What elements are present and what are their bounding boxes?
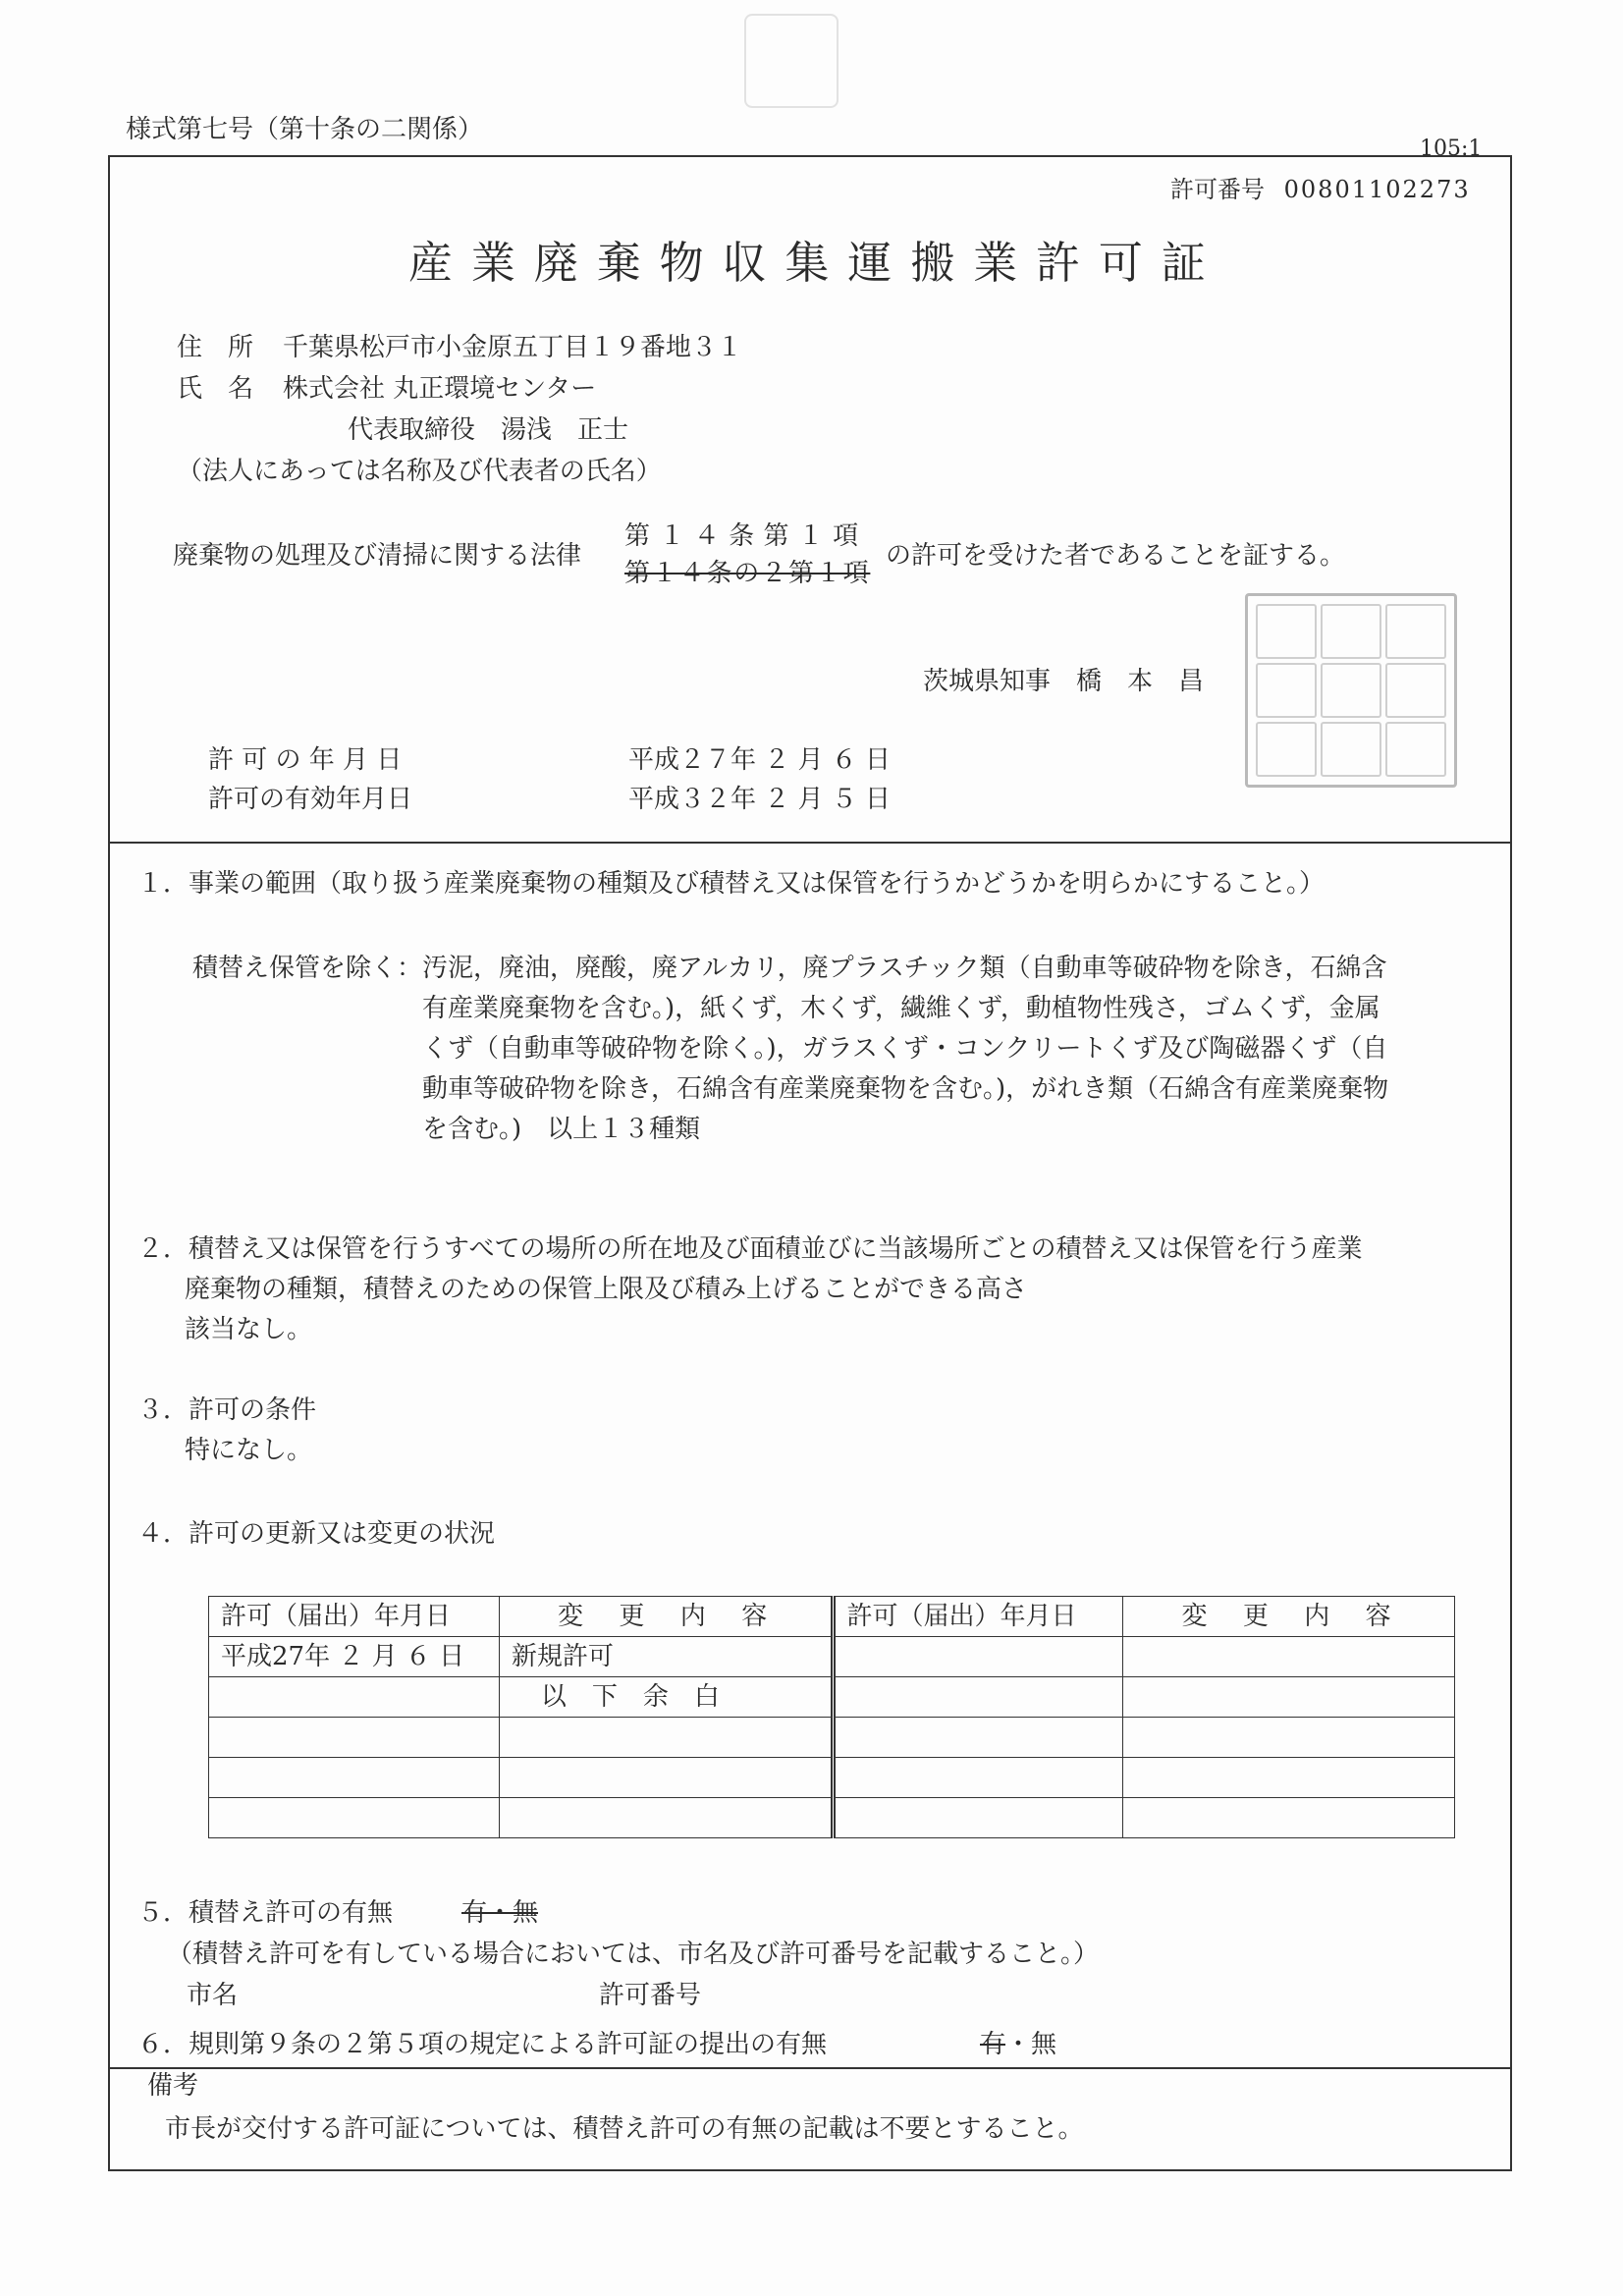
row-change: 新規許可 (499, 1637, 833, 1677)
table-row (209, 1798, 1455, 1838)
top-stamp-mark (744, 14, 839, 108)
official-seal (1245, 593, 1457, 788)
expiry-date-label: 許可の有効年月日 (208, 785, 413, 814)
section2-heading: ２．積替え又は保管を行うすべての場所の所在地及び面積並びに当該場所ごとの積替え又は保管を行う産業 (137, 1234, 1363, 1264)
address-value: 千葉県松戸市小金原五丁目１９番地３１ (283, 333, 743, 362)
col-header-change: 変 更 内 容 (1123, 1597, 1455, 1637)
row-change (499, 1758, 833, 1798)
page-code: 105:1 (1420, 137, 1483, 161)
table-row (209, 1637, 1455, 1677)
certification-suffix: の許可を受けた者であることを証する。 (886, 541, 1346, 571)
remarks-label: 備考 (147, 2071, 199, 2101)
section3-content: 特になし。 (185, 1436, 313, 1465)
section6-choice-struck: 有 (980, 2030, 1006, 2059)
row-change (1123, 1677, 1455, 1718)
remarks-divider (108, 2067, 1512, 2069)
section1-line: を含む。) 以上１３種類 (422, 1115, 701, 1144)
representative-name: 代表取締役 湯浅 正士 (348, 415, 629, 445)
col-header-date: 許可（届出）年月日 (209, 1597, 500, 1637)
permit-number-value: 00801102273 (1283, 176, 1471, 203)
section6-choice-sep: ・ (1005, 2030, 1032, 2059)
row-change (1123, 1637, 1455, 1677)
section3-heading: ３．許可の条件 (137, 1395, 317, 1425)
row-date (209, 1718, 500, 1758)
row-date: 平成27年 ２ 月 ６ 日 (209, 1637, 500, 1677)
article-active: 第１４条第１項 (624, 521, 868, 551)
row-change (1123, 1798, 1455, 1838)
table-row (209, 1758, 1455, 1798)
section1-heading: １．事業の範囲（取り扱う産業廃棄物の種類及び積替え又は保管を行うかどうかを明らかにすること。） (137, 869, 1325, 899)
row-change: 以 下 余 白 (499, 1677, 833, 1718)
name-label: 氏 名 (177, 374, 254, 404)
row-change (1123, 1718, 1455, 1758)
remarks-content: 市長が交付する許可証については、積替え許可の有無の記載は不要とすること。 (165, 2114, 1084, 2144)
section1-line: 汚泥，廃油，廃酸，廃アルカリ，廃プラスチック類（自動車等破砕物を除き，石綿含 (422, 954, 1387, 983)
row-date (833, 1758, 1123, 1798)
section2-content: 該当なし。 (185, 1315, 313, 1344)
table-row (209, 1677, 1455, 1718)
table-header-row (209, 1597, 1455, 1637)
permit-number (1170, 174, 1471, 205)
permit-date-label: 許 可 の 年 月 日 (208, 745, 403, 775)
table-row (209, 1718, 1455, 1758)
section6-choice-kept: 無 (1031, 2030, 1057, 2059)
section1-line: 動車等破砕物を除き，石綿含有産業廃棄物を含む。)，がれき類（石綿含有産業廃棄物 (422, 1074, 1389, 1104)
col-header-change: 変 更 内 容 (499, 1597, 833, 1637)
change-history-table (208, 1596, 1455, 1838)
address-label: 住 所 (177, 333, 254, 362)
row-date (833, 1637, 1123, 1677)
law-name: 廃棄物の処理及び清掃に関する法律 (173, 541, 582, 571)
permit-date: 平成２７年 ２ 月 ６ 日 (628, 745, 892, 775)
section1-line: くず（自動車等破砕物を除く。)，ガラスくず・コンクリートくず及び陶磁器くず（自 (422, 1034, 1388, 1064)
section6-choice (980, 2029, 1056, 2060)
section1-prefix: 積替え保管を除く： (192, 954, 423, 983)
section5-note: （積替え許可を有している場合においては、市名及び許可番号を記載すること。） (167, 1940, 1100, 1969)
city-label: 市名 (187, 1981, 239, 2010)
section1-line: 有産業廃棄物を含む。)，紙くず，木くず，繊維くず，動植物性残さ，ゴムくず，金属 (422, 994, 1380, 1023)
row-change (1123, 1758, 1455, 1798)
article-struck: 第１４条の２第１項 (624, 559, 871, 588)
section4-heading: ４．許可の更新又は変更の状況 (137, 1519, 496, 1549)
name-note: （法人にあっては名称及び代表者の氏名） (177, 457, 662, 486)
issuer-name: 茨城県知事 橋 本 昌 (923, 667, 1205, 696)
company-name: 株式会社 丸正環境センター (283, 374, 597, 404)
col-header-date: 許可（届出）年月日 (833, 1597, 1123, 1637)
row-date (833, 1798, 1123, 1838)
expiry-date: 平成３２年 ２ 月 ５ 日 (628, 785, 892, 814)
row-date (833, 1677, 1123, 1718)
row-change (499, 1718, 833, 1758)
section5-heading: ５．積替え許可の有無 (137, 1898, 394, 1928)
section6-heading: ６．規則第９条の２第５項の規定による許可証の提出の有無 (137, 2030, 828, 2059)
row-date (833, 1718, 1123, 1758)
page-title: 産業廃棄物収集運搬業許可証 (408, 237, 1224, 289)
permit-number-label: 許可番号 (1170, 176, 1265, 203)
section2-heading-cont: 廃棄物の種類，積替えのための保管上限及び積み上げることができる高さ (185, 1275, 1028, 1304)
row-date (209, 1677, 500, 1718)
row-change (499, 1798, 833, 1838)
permit-number-label-5: 許可番号 (599, 1981, 702, 2010)
row-date (209, 1798, 500, 1838)
row-date (209, 1758, 500, 1798)
section5-choice: 有・無 (461, 1898, 539, 1928)
form-label: 様式第七号（第十条の二関係） (126, 115, 484, 144)
header-divider (108, 842, 1512, 844)
